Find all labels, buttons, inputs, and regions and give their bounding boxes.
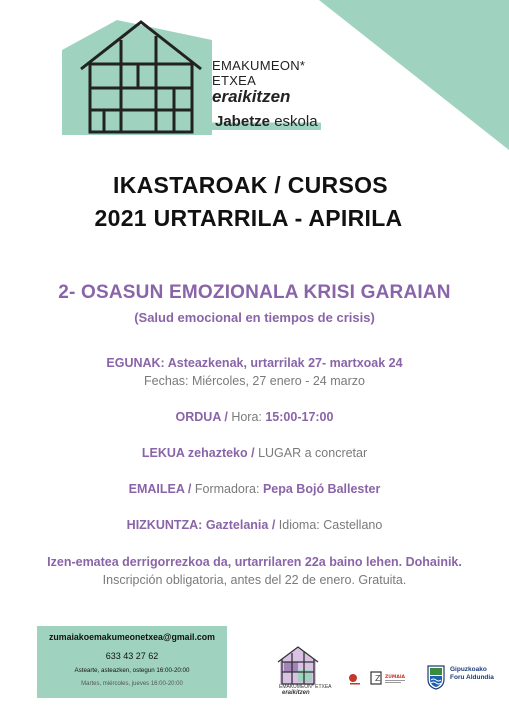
- place-row: [0, 446, 509, 460]
- language-row: [0, 518, 509, 532]
- contact-box: [37, 626, 227, 698]
- trainer-es-label: Formadora:: [194, 482, 263, 496]
- dates-eu-text: EGUNAK: Asteazkenak, urtarrilak 27- martxoak 24: [106, 356, 403, 370]
- contact-hours-eu: Astearte, asteazken, ostegun 16:00-20:00: [74, 667, 190, 674]
- contact-hours-es: Martes, miércoles, jueves 16:00-20:00: [81, 681, 183, 687]
- course-subtitle: (Salud emocional en tiempos de crisis): [134, 310, 375, 325]
- small-house-logo-icon: [276, 644, 320, 686]
- gipuzkoa-line1: Gipuzkoako: [450, 666, 487, 673]
- contact-phone[interactable]: 633 43 27 62: [105, 651, 159, 661]
- gipuzkoa-shield-icon: [426, 664, 446, 690]
- place-eu: LEKUA zehazteko: [141, 446, 248, 460]
- zumaia-text: ZUMAIA: [385, 675, 406, 680]
- trainer-sep: /: [184, 482, 195, 496]
- main-title-line2: 2021 URTARRILA - APIRILA: [94, 205, 403, 231]
- registration-es: Inscripción obligatoria, antes del 22 de enero. Gratuita.: [102, 573, 407, 587]
- language-sep: /: [268, 518, 279, 532]
- house-logo-icon: [76, 14, 206, 139]
- gipuzkoa-text: [450, 666, 494, 682]
- time-eu-label: ORDUA: [175, 410, 221, 424]
- logo-line2: eraikitzen: [212, 87, 291, 106]
- zumaia-logo-icon: [347, 669, 412, 689]
- time-es-label: Hora:: [231, 410, 266, 424]
- logo-line1: EMAKUMEON* ETXEA: [212, 58, 306, 88]
- logo-line3-bold: Jabetze: [215, 113, 271, 130]
- svg-text:Z: Z: [375, 674, 381, 683]
- registration-eu-text: Izen-ematea derrigorrezkoa da, urtarrilaren 22a baino lehen. Dohainik.: [47, 555, 462, 569]
- registration-eu: [0, 555, 509, 569]
- main-title-line1: IKASTAROAK / CURSOS: [113, 172, 388, 198]
- dates-eu: [0, 356, 509, 370]
- place-sep: /: [247, 446, 259, 460]
- time-sep: /: [220, 410, 232, 424]
- trainer-row: [0, 482, 509, 496]
- small-logo-line1: EMAKUMEON* ETXEA: [279, 684, 332, 690]
- course-title: 2- OSASUN EMOZIONALA KRISI GARAIAN: [58, 282, 451, 303]
- contact-email[interactable]: zumaiakoemakumeonetxea@gmail.com: [48, 632, 215, 642]
- time-value: 15:00-17:00: [265, 410, 334, 424]
- logo-line3-rest: eskola: [270, 113, 318, 130]
- logo-text: [212, 58, 322, 131]
- language-es: Idioma: Castellano: [278, 518, 383, 532]
- corner-decoration: [319, 0, 509, 150]
- header-logo: [62, 12, 322, 137]
- time-row: [0, 410, 509, 424]
- small-logo-line2: eraikitzen: [282, 690, 310, 696]
- dates-es: Fechas: Miércoles, 27 enero - 24 marzo: [144, 374, 365, 388]
- language-eu: HIZKUNTZA: Gaztelania: [126, 518, 269, 532]
- place-es: LUGAR a concretar: [258, 446, 368, 460]
- trainer-name: Pepa Bojó Ballester: [262, 482, 381, 496]
- gipuzkoa-line2: Foru Aldundia: [450, 674, 494, 681]
- logo-line3: [212, 113, 321, 130]
- trainer-eu-label: EMAILEA: [128, 482, 185, 496]
